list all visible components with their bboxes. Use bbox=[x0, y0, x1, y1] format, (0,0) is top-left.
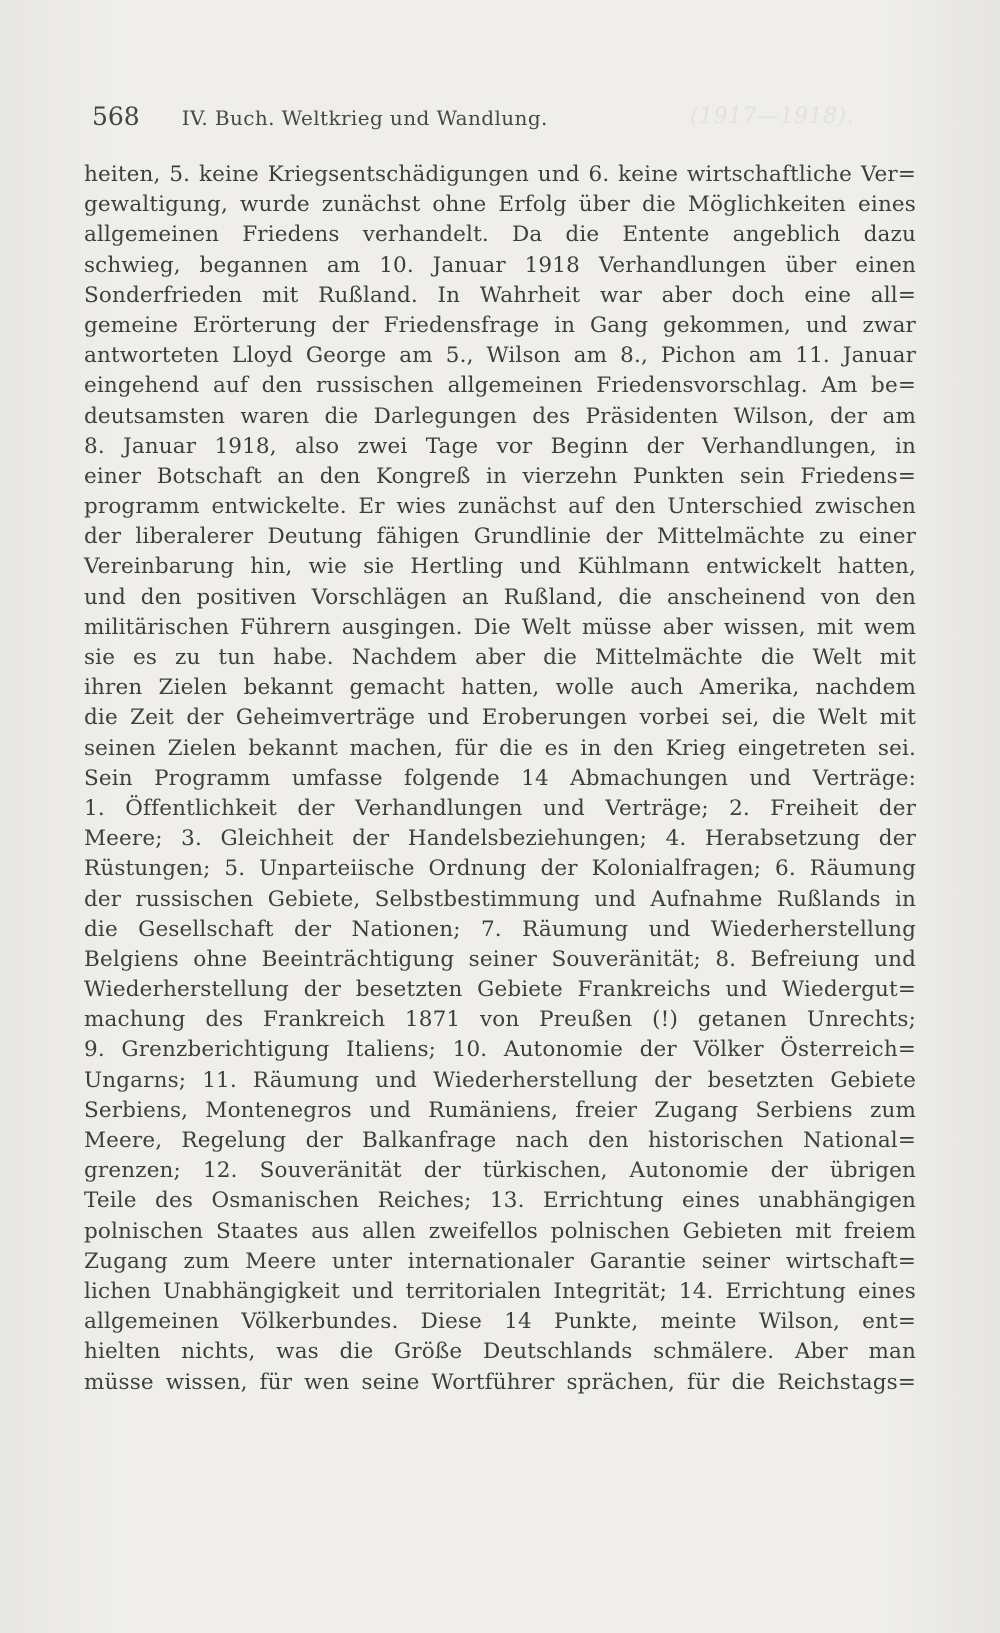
body-text bbox=[84, 160, 916, 1398]
text-line: Teile des Osmanischen Reiches; 13. Errichtung eines unabhängigen bbox=[84, 1188, 916, 1214]
text-line: allgemeinen Völkerbundes. Diese 14 Punkte, meinte Wilson, ent= bbox=[84, 1309, 916, 1335]
text-line: gemeine Erörterung der Friedensfrage in Gang gekommen, und zwar bbox=[84, 312, 916, 338]
text-line: antworteten Lloyd George am 5., Wilson am 8., Pichon am 11. Januar bbox=[84, 343, 916, 369]
bleed-through-text: (1917—1918). bbox=[690, 104, 855, 129]
running-head: IV. Buch. Weltkrieg und Wandlung. bbox=[181, 106, 548, 130]
text-line: Vereinbarung hin, wie sie Hertling und Kühlmann entwickelt hatten, bbox=[84, 554, 916, 580]
text-line: programm entwickelte. Er wies zunächst auf den Unterschied zwischen bbox=[84, 494, 916, 520]
page-header bbox=[92, 102, 548, 138]
text-line: heiten, 5. keine Kriegsentschädigungen und 6. keine wirtschaftliche Ver= bbox=[84, 162, 916, 187]
page-number: 568 bbox=[92, 102, 140, 131]
text-line: 8. Januar 1918, also zwei Tage vor Beginn der Verhandlungen, in bbox=[84, 433, 916, 459]
text-line: gewaltigung, wurde zunächst ohne Erfolg über die Möglichkeiten eines bbox=[84, 192, 916, 218]
text-line: Ungarns; 11. Räumung und Wiederherstellung der besetzten Gebiete bbox=[84, 1067, 916, 1093]
text-line: allgemeinen Friedens verhandelt. Da die Entente angeblich dazu bbox=[84, 222, 916, 248]
text-line: 9. Grenzberichtigung Italiens; 10. Autonomie der Völker Österreich= bbox=[84, 1037, 916, 1063]
text-line: die Gesellschaft der Nationen; 7. Räumung und Wiederherstellung bbox=[84, 916, 916, 942]
text-line: grenzen; 12. Souveränität der türkischen, Autonomie der übrigen bbox=[84, 1158, 916, 1184]
text-line: 1. Öffentlichkeit der Verhandlungen und Verträge; 2. Freiheit der bbox=[84, 795, 916, 821]
text-line: militärischen Führern ausgingen. Die Welt müsse aber wissen, mit wem bbox=[84, 614, 916, 640]
text-line: Wiederherstellung der besetzten Gebiete Frankreichs und Wiedergut= bbox=[84, 977, 916, 1003]
text-line: müsse wissen, für wen seine Wortführer sprächen, für die Reichstags= bbox=[84, 1369, 916, 1395]
text-line: ihren Zielen bekannt gemacht hatten, wolle auch Amerika, nachdem bbox=[84, 675, 916, 701]
text-line: eingehend auf den russischen allgemeinen Friedensvorschlag. Am be= bbox=[84, 373, 916, 399]
text-line: Belgiens ohne Beeinträchtigung seiner Souveränität; 8. Befreiung und bbox=[84, 946, 916, 972]
text-line: der liberalerer Deutung fähigen Grundlinie der Mittelmächte zu einer bbox=[84, 524, 916, 550]
text-line: der russischen Gebiete, Selbstbestimmung und Aufnahme Rußlands in bbox=[84, 886, 916, 912]
text-line: schwieg, begannen am 10. Januar 1918 Verhandlungen über einen bbox=[84, 252, 916, 278]
text-line: machung des Frankreich 1871 von Preußen (!) getanen Unrechts; bbox=[84, 1007, 916, 1033]
text-line: Meere; 3. Gleichheit der Handelsbeziehungen; 4. Herabsetzung der bbox=[84, 826, 916, 852]
text-line: Meere, Regelung der Balkanfrage nach den historischen National= bbox=[84, 1128, 916, 1153]
text-line: die Zeit der Geheimverträge und Eroberungen vorbei sei, die Welt mit bbox=[84, 705, 916, 731]
text-line: Zugang zum Meere unter internationaler Garantie seiner wirtschaft= bbox=[84, 1248, 916, 1274]
text-line: Sein Programm umfasse folgende 14 Abmachungen und Verträge: bbox=[84, 765, 916, 791]
text-line: lichen Unabhängigkeit und territorialen Integrität; 14. Errichtung eines bbox=[84, 1278, 916, 1304]
text-line: Rüstungen; 5. Unparteiische Ordnung der Kolonialfragen; 6. Räumung bbox=[84, 856, 916, 882]
text-line: seinen Zielen bekannt machen, für die es in den Krieg eingetreten sei. bbox=[84, 735, 916, 761]
text-line: deutsamsten waren die Darlegungen des Präsidenten Wilson, der am bbox=[84, 403, 916, 429]
text-line: einer Botschaft an den Kongreß in vierzehn Punkten sein Friedens= bbox=[84, 463, 916, 489]
text-line: und den positiven Vorschlägen an Rußland, die anscheinend von den bbox=[84, 584, 916, 610]
text-line: polnischen Staates aus allen zweifellos polnischen Gebieten mit freiem bbox=[84, 1218, 916, 1244]
text-line: Serbiens, Montenegros und Rumäniens, freier Zugang Serbiens zum bbox=[84, 1097, 916, 1123]
text-line: hielten nichts, was die Größe Deutschlands schmälere. Aber man bbox=[84, 1339, 916, 1365]
text-line: sie es zu tun habe. Nachdem aber die Mittelmächte die Welt mit bbox=[84, 645, 916, 670]
text-line: Sonderfrieden mit Rußland. In Wahrheit war aber doch eine all= bbox=[84, 282, 916, 308]
